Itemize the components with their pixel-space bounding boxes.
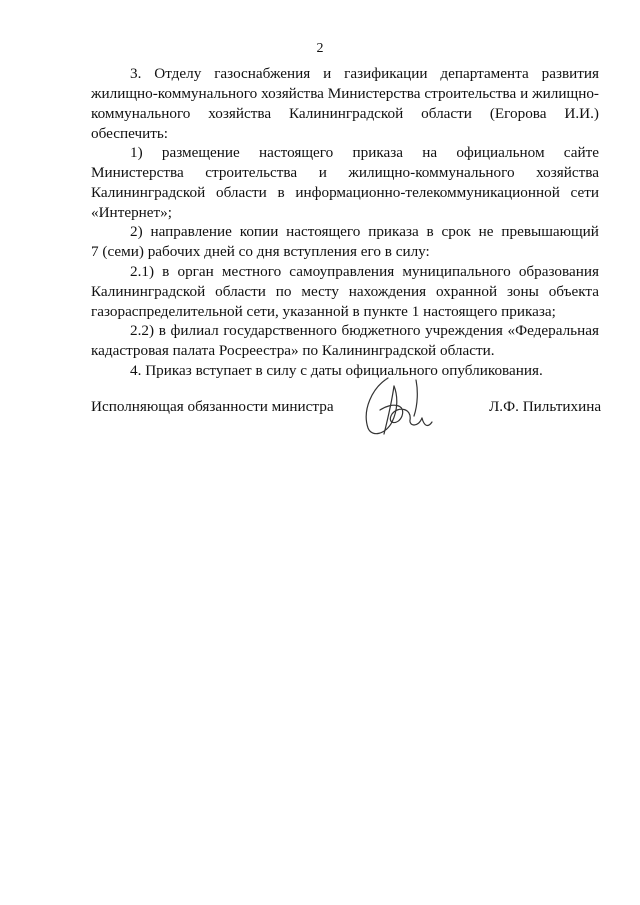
page-number: 2 [316,41,324,56]
text-line: кадастровая палата Росреестра» по Калининградской области. [91,342,495,359]
text-line: Калининградской области по месту нахождения охранной зоны объекта [91,283,599,300]
signer-name: Л.Ф. Пильтихина [489,398,602,415]
handwritten-signature [358,370,438,442]
text-line: жилищно-коммунального хозяйства Министерства строительства и жилищно- [91,85,599,102]
text-line: Министерства строительства и жилищно-коммунального хозяйства [91,164,599,181]
text-line: «Интернет»; [91,204,172,221]
text-line: 4. Приказ вступает в силу с даты официального опубликования. [130,362,543,379]
text-line: 2.2) в филиал государственного бюджетного учреждения «Федеральная [130,322,599,339]
text-line: 1) размещение настоящего приказа на официальном сайте [130,144,599,161]
text-line: 2) направление копии настоящего приказа в срок не превышающий [130,223,599,240]
text-line: 2.1) в орган местного самоуправления муниципального образования [130,263,599,280]
text-line: газораспределительной сети, указанной в пункте 1 настоящего приказа; [91,303,556,320]
text-line: обеспечить: [91,125,169,142]
text-line: коммунального хозяйства Калининградской области (Егорова И.И.) [91,105,599,122]
signer-position: Исполняющая обязанности министра [91,398,334,415]
text-line: 3. Отделу газоснабжения и газификации департамента развития [130,65,599,82]
text-line: 7 (семи) рабочих дней со дня вступления его в силу: [91,243,430,260]
text-line: Калининградской области в информационно-телекоммуникационной сети [91,184,599,201]
